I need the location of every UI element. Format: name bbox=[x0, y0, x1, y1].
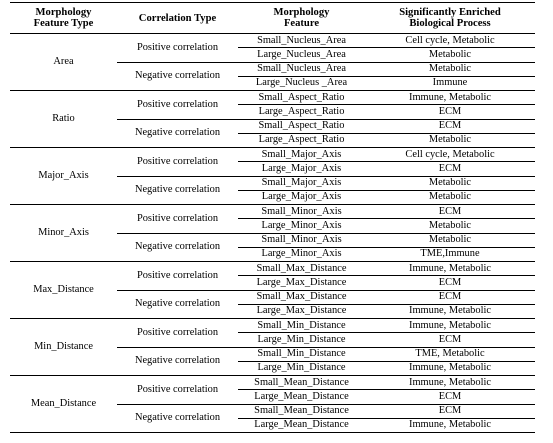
morphology-feature-cell: Large_Aspect_Ratio bbox=[238, 133, 365, 147]
morphology-feature-cell: Small_Nucleus_Area bbox=[238, 62, 365, 76]
correlation-type-cell: Negative correlation bbox=[117, 119, 238, 148]
correlation-type-cell: Positive correlation bbox=[117, 376, 238, 405]
header-biological-process bbox=[365, 3, 535, 34]
biological-process-cell: Immune, Metabolic bbox=[365, 361, 535, 375]
biological-process-cell: ECM bbox=[365, 276, 535, 290]
correlation-type-cell: Positive correlation bbox=[117, 91, 238, 120]
table-row bbox=[10, 91, 535, 105]
biological-process-cell: ECM bbox=[365, 105, 535, 119]
morphology-feature-cell: Small_Aspect_Ratio bbox=[238, 91, 365, 105]
biological-process-cell: ECM bbox=[365, 162, 535, 176]
biological-process-cell: Immune, Metabolic bbox=[365, 262, 535, 276]
header-morphology-feature bbox=[238, 3, 365, 34]
biological-process-cell: ECM bbox=[365, 333, 535, 347]
biological-process-cell: Immune, Metabolic bbox=[365, 376, 535, 390]
biological-process-cell: ECM bbox=[365, 119, 535, 133]
feature-type-cell: Major_Axis bbox=[10, 148, 117, 205]
biological-process-cell: ECM bbox=[365, 205, 535, 219]
biological-process-cell: Cell cycle, Metabolic bbox=[365, 34, 535, 48]
feature-type-cell: Mean_Distance bbox=[10, 376, 117, 433]
header-correlation-type bbox=[117, 3, 238, 34]
header-row bbox=[10, 3, 535, 34]
feature-type-cell: Minor_Axis bbox=[10, 205, 117, 262]
morphology-feature-cell: Large_Minor_Axis bbox=[238, 219, 365, 233]
header-biological-process-line1: Significantly Enriched bbox=[399, 7, 501, 18]
header-feature-type-line2: Feature Type bbox=[33, 18, 94, 29]
correlation-type-cell: Negative correlation bbox=[117, 62, 238, 91]
morphology-feature-cell: Large_Min_Distance bbox=[238, 333, 365, 347]
header-biological-process-line2: Biological Process bbox=[409, 18, 491, 29]
biological-process-cell: ECM bbox=[365, 404, 535, 418]
correlation-type-cell: Positive correlation bbox=[117, 148, 238, 177]
correlation-type-cell: Positive correlation bbox=[117, 34, 238, 63]
feature-type-cell: Min_Distance bbox=[10, 319, 117, 376]
morphology-feature-cell: Small_Minor_Axis bbox=[238, 233, 365, 247]
morphology-feature-cell: Small_Minor_Axis bbox=[238, 205, 365, 219]
table-row bbox=[10, 205, 535, 219]
table-row bbox=[10, 148, 535, 162]
biological-process-cell: Immune, Metabolic bbox=[365, 418, 535, 432]
biological-process-cell: Metabolic bbox=[365, 219, 535, 233]
morphology-feature-cell: Large_Major_Axis bbox=[238, 162, 365, 176]
morphology-feature-cell: Small_Mean_Distance bbox=[238, 404, 365, 418]
morphology-feature-cell: Small_Max_Distance bbox=[238, 290, 365, 304]
correlation-type-cell: Negative correlation bbox=[117, 404, 238, 433]
morphology-enrichment-table bbox=[10, 2, 535, 433]
header-morphology-feature-line2: Feature bbox=[283, 18, 320, 29]
table-row bbox=[10, 262, 535, 276]
biological-process-cell: ECM bbox=[365, 390, 535, 404]
morphology-feature-cell: Large_Nucleus _Area bbox=[238, 76, 365, 90]
morphology-feature-cell: Small_Nucleus_Area bbox=[238, 34, 365, 48]
morphology-feature-cell: Large_Max_Distance bbox=[238, 276, 365, 290]
feature-type-cell: Max_Distance bbox=[10, 262, 117, 319]
table-row bbox=[10, 34, 535, 48]
biological-process-cell: Immune bbox=[365, 76, 535, 90]
biological-process-cell: ECM bbox=[365, 290, 535, 304]
morphology-feature-cell: Small_Max_Distance bbox=[238, 262, 365, 276]
morphology-feature-cell: Small_Aspect_Ratio bbox=[238, 119, 365, 133]
header-morphology-feature-line1: Morphology bbox=[273, 7, 330, 18]
header-feature-type bbox=[10, 3, 117, 34]
morphology-feature-cell: Large_Nucleus_Area bbox=[238, 48, 365, 62]
morphology-feature-cell: Large_Aspect_Ratio bbox=[238, 105, 365, 119]
header-feature-type-line1: Morphology bbox=[35, 7, 92, 18]
correlation-type-cell: Positive correlation bbox=[117, 205, 238, 234]
morphology-feature-cell: Large_Minor_Axis bbox=[238, 247, 365, 261]
morphology-feature-cell: Large_Mean_Distance bbox=[238, 390, 365, 404]
feature-type-cell: Area bbox=[10, 34, 117, 91]
biological-process-cell: Immune, Metabolic bbox=[365, 319, 535, 333]
biological-process-cell: Metabolic bbox=[365, 176, 535, 190]
feature-type-cell: Ratio bbox=[10, 91, 117, 148]
correlation-type-cell: Negative correlation bbox=[117, 176, 238, 205]
biological-process-cell: TME,Immune bbox=[365, 247, 535, 261]
table-row bbox=[10, 376, 535, 390]
header-correlation-type-line1: Correlation Type bbox=[138, 12, 217, 24]
biological-process-cell: Metabolic bbox=[365, 48, 535, 62]
correlation-type-cell: Negative correlation bbox=[117, 347, 238, 376]
biological-process-cell: Metabolic bbox=[365, 190, 535, 204]
biological-process-cell: Cell cycle, Metabolic bbox=[365, 148, 535, 162]
morphology-feature-cell: Small_Major_Axis bbox=[238, 176, 365, 190]
biological-process-cell: Metabolic bbox=[365, 133, 535, 147]
biological-process-cell: TME, Metabolic bbox=[365, 347, 535, 361]
correlation-type-cell: Positive correlation bbox=[117, 319, 238, 348]
morphology-feature-cell: Large_Mean_Distance bbox=[238, 418, 365, 432]
biological-process-cell: Immune, Metabolic bbox=[365, 304, 535, 318]
morphology-feature-cell: Small_Min_Distance bbox=[238, 319, 365, 333]
correlation-type-cell: Negative correlation bbox=[117, 233, 238, 262]
morphology-feature-cell: Large_Major_Axis bbox=[238, 190, 365, 204]
morphology-feature-cell: Small_Mean_Distance bbox=[238, 376, 365, 390]
morphology-feature-cell: Large_Max_Distance bbox=[238, 304, 365, 318]
correlation-type-cell: Positive correlation bbox=[117, 262, 238, 291]
biological-process-cell: Metabolic bbox=[365, 233, 535, 247]
biological-process-cell: Metabolic bbox=[365, 62, 535, 76]
morphology-feature-cell: Large_Min_Distance bbox=[238, 361, 365, 375]
morphology-feature-cell: Small_Major_Axis bbox=[238, 148, 365, 162]
biological-process-cell: Immune, Metabolic bbox=[365, 91, 535, 105]
correlation-type-cell: Negative correlation bbox=[117, 290, 238, 319]
morphology-feature-cell: Small_Min_Distance bbox=[238, 347, 365, 361]
table-row bbox=[10, 319, 535, 333]
